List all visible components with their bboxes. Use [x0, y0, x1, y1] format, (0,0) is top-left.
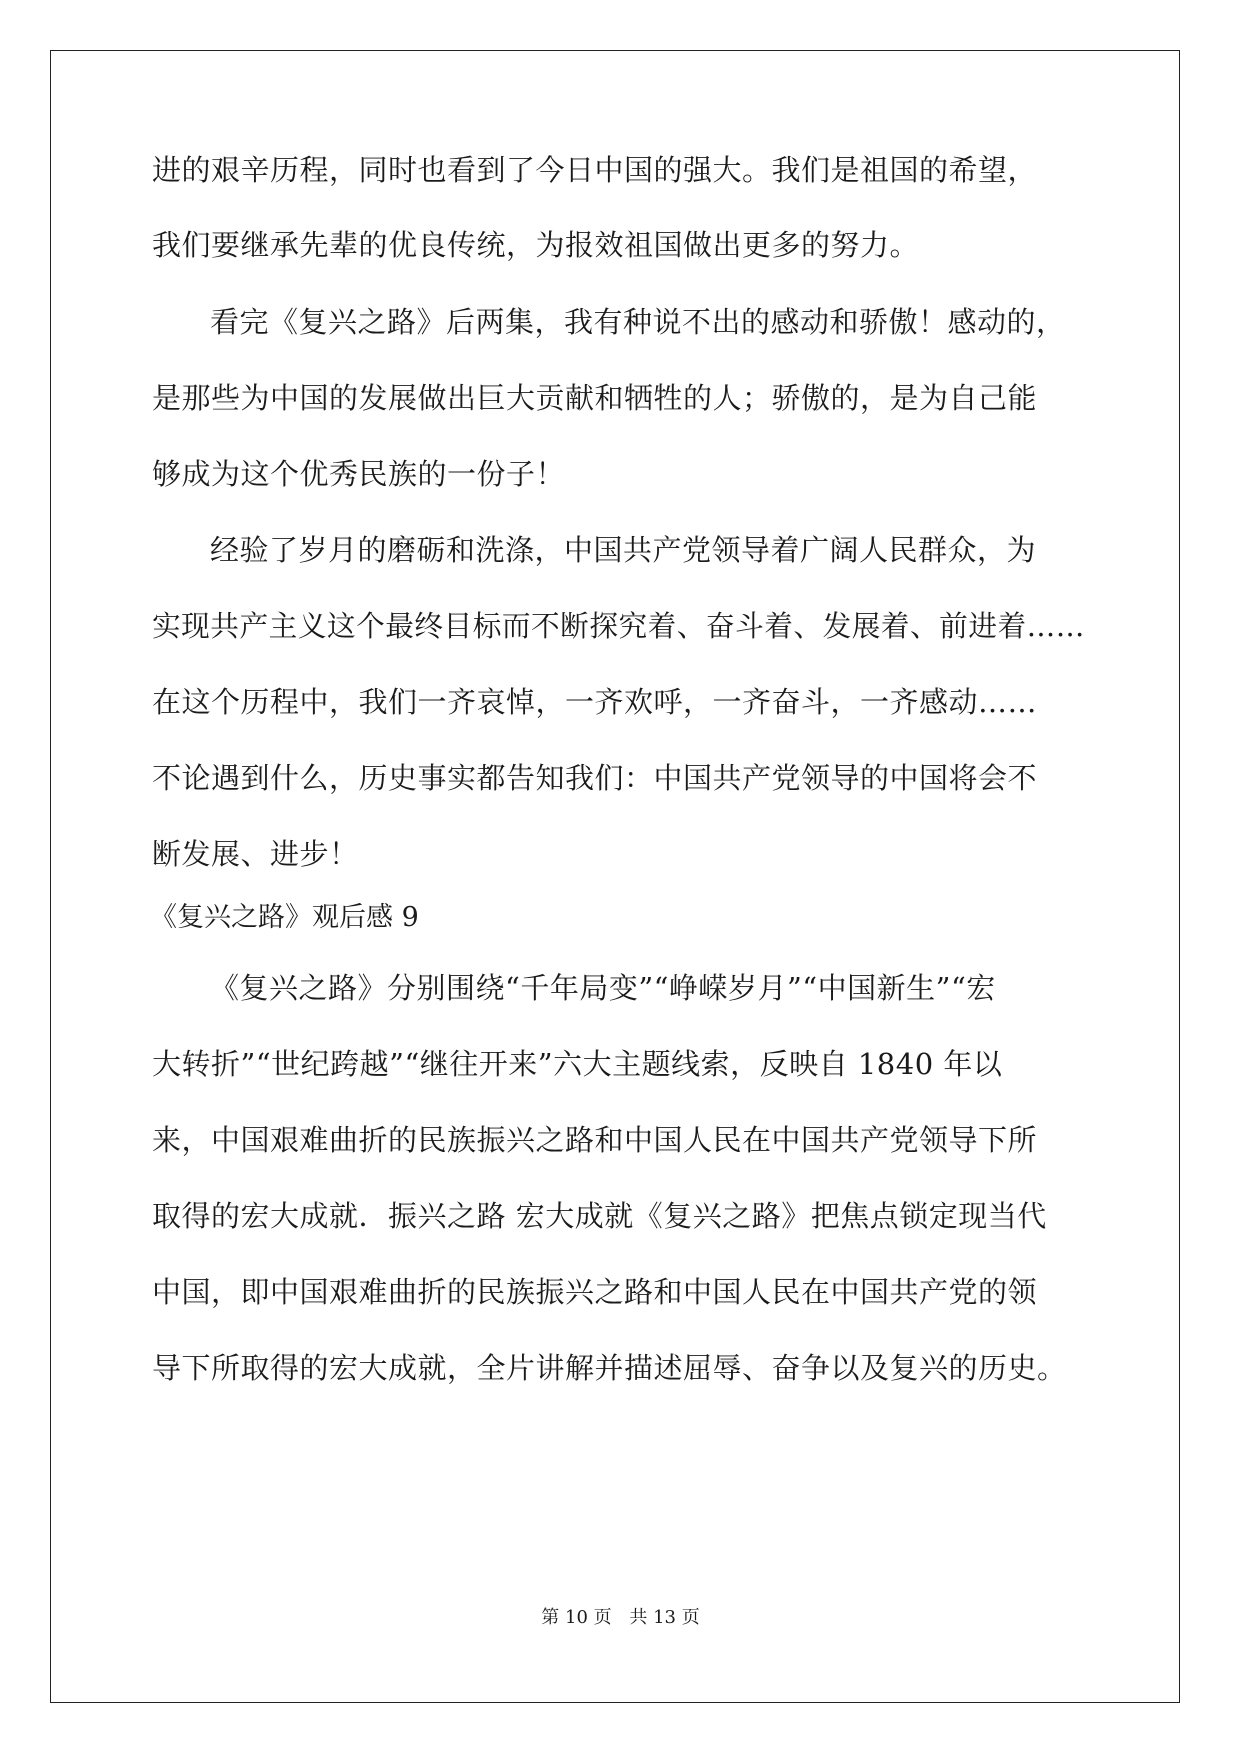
paragraph-4-line-6: 导下所取得的宏大成就，全片讲解并描述屈辱、奋争以及复兴的历史。	[152, 1351, 1067, 1385]
paragraph-4-line-3: 来，中国艰难曲折的民族振兴之路和中国人民在中国共产党领导下所	[152, 1123, 1038, 1157]
paragraph-4-line-2: 大转折”“世纪跨越”“继往开来”六大主题线索，反映自 1840 年以	[152, 1047, 1003, 1081]
paragraph-4-line-5: 中国，即中国艰难曲折的民族振兴之路和中国人民在中国共产党的领	[152, 1275, 1038, 1309]
page-total: 共 13 页	[629, 1607, 700, 1628]
paragraph-4-line-1: 《复兴之路》分别围绕“千年局变”“峥嵘岁月”“中国新生”“宏	[210, 971, 996, 1005]
paragraph-3-line-4: 不论遇到什么，历史事实都告知我们：中国共产党领导的中国将会不	[152, 761, 1038, 795]
paragraph-1-line-2: 我们要继承先辈的优良传统，为报效祖国做出更多的努力。	[152, 228, 920, 262]
paragraph-3-line-3: 在这个历程中，我们一齐哀悼，一齐欢呼，一齐奋斗，一齐感动……	[152, 685, 1038, 719]
paragraph-3-line-5: 断发展、进步！	[152, 837, 359, 871]
paragraph-2-line-1: 看完《复兴之路》后两集，我有种说不出的感动和骄傲！感动的，	[210, 305, 1066, 339]
paragraph-2-line-2: 是那些为中国的发展做出巨大贡献和牺牲的人；骄傲的，是为自己能	[152, 381, 1038, 415]
page-border	[50, 50, 1180, 1703]
section-heading: 《复兴之路》观后感 9	[150, 902, 419, 933]
paragraph-2-line-3: 够成为这个优秀民族的一份子！	[152, 457, 566, 491]
page-current: 第 10 页	[541, 1607, 612, 1628]
paragraph-3-line-2: 实现共产主义这个最终目标而不断探究着、奋斗着、发展着、前进着……	[152, 609, 1085, 643]
page-footer	[0, 1606, 1241, 1630]
paragraph-3-line-1: 经验了岁月的磨砺和洗涤，中国共产党领导着广阔人民群众，为	[210, 533, 1037, 567]
paragraph-4-line-4: 取得的宏大成就．振兴之路 宏大成就《复兴之路》把焦点锁定现当代	[152, 1199, 1047, 1233]
paragraph-1-line-1: 进的艰辛历程，同时也看到了今日中国的强大。我们是祖国的希望，	[152, 153, 1038, 187]
